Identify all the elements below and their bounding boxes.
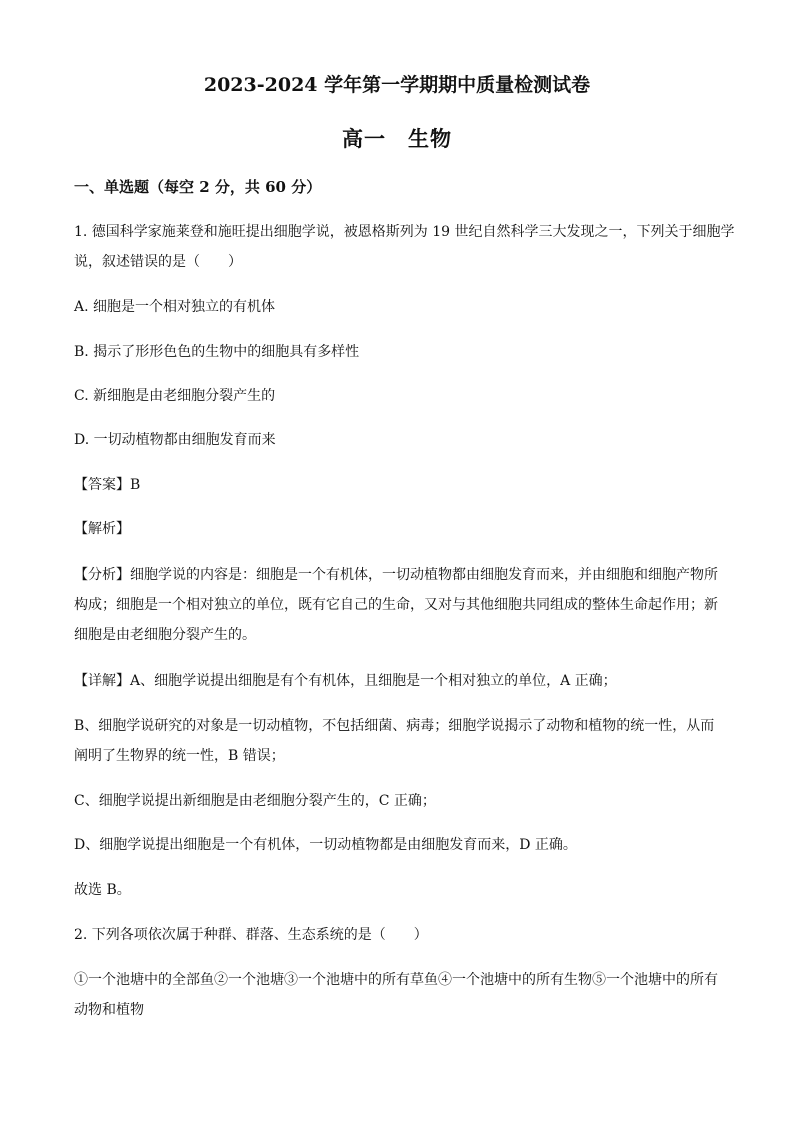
q1-fenxi-line2: 构成；细胞是一个相对独立的单位，既有它自己的生命，又对与其他细胞共同组成的整体生命起作用；新 xyxy=(74,597,718,613)
section-heading: 一、单选题（每空 2 分，共 60 分） xyxy=(74,178,322,196)
q1-fenxi-line1: 【分析】细胞学说的内容是：细胞是一个有机体，一切动植物都由细胞发育而来，并由细胞和细胞产物所 xyxy=(74,567,718,583)
q1-answer: 【答案】B xyxy=(74,477,141,493)
exam-subtitle: 高一 生物 xyxy=(342,126,452,151)
q1-xiangjie-b-line1: B、细胞学说研究的对象是一切动植物，不包括细菌、病毒；细胞学说揭示了动物和植物的统一性，从而 xyxy=(74,718,715,734)
q2-items-line2: 动物和植物 xyxy=(74,1002,144,1018)
q1-xiangjie-d: D、细胞学说提出细胞是一个有机体，一切动植物都是由细胞发育而来，D 正确。 xyxy=(74,837,577,853)
q1-xiangjie-c: C、细胞学说提出新细胞是由老细胞分裂产生的，C 正确； xyxy=(74,793,436,809)
q1-option-d: D. 一切动植物都由细胞发育而来 xyxy=(74,432,276,448)
q1-xiangjie-a: 【详解】A、细胞学说提出细胞是有个有机体，且细胞是一个相对独立的单位，A 正确； xyxy=(74,673,617,689)
q1-conclusion: 故选 B。 xyxy=(74,882,131,898)
q1-option-b: B. 揭示了形形色色的生物中的细胞具有多样性 xyxy=(74,344,360,360)
q1-stem-line2: 说，叙述错误的是（ ） xyxy=(74,254,242,270)
q1-fenxi-line3: 细胞是由老细胞分裂产生的。 xyxy=(74,627,256,643)
q2-items-line1: ①一个池塘中的全部鱼②一个池塘③一个池塘中的所有草鱼④一个池塘中的所有生物⑤一个池塘中的所有 xyxy=(74,972,718,988)
q1-option-c: C. 新细胞是由老细胞分裂产生的 xyxy=(74,388,276,404)
q2-stem: 2. 下列各项依次属于种群、群落、生态系统的是（ ） xyxy=(74,927,428,943)
q1-xiangjie-b-line2: 阐明了生物界的统一性，B 错误； xyxy=(74,748,285,764)
q1-analysis-label: 【解析】 xyxy=(74,521,130,537)
exam-title: 2023-2024 学年第一学期期中质量检测试卷 xyxy=(203,74,591,96)
q1-stem-line1: 1. 德国科学家施莱登和施旺提出细胞学说，被恩格斯列为 19 世纪自然科学三大发现之一，下列关于细胞学 xyxy=(74,224,735,240)
q1-option-a: A. 细胞是一个相对独立的有机体 xyxy=(74,299,276,315)
